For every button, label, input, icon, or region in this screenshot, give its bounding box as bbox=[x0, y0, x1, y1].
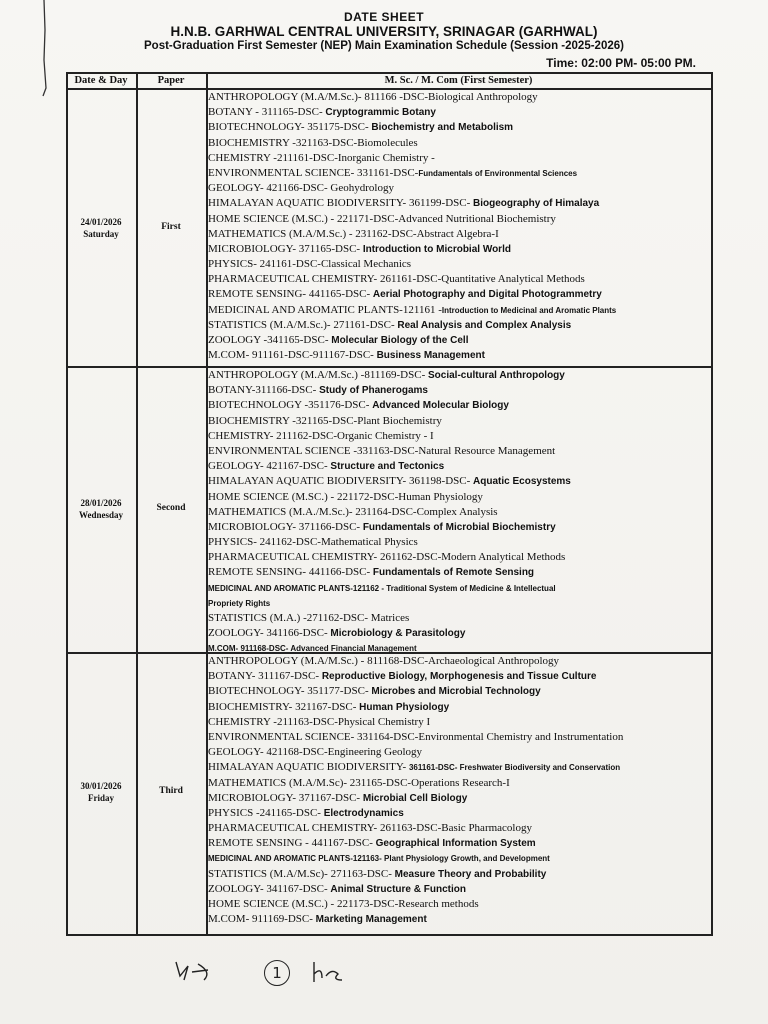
subject-code-text: ENVIRONMENTAL SCIENCE -331163-DSC-Natural Resource Management bbox=[208, 444, 556, 457]
subject-code-text: MICROBIOLOGY- 371167-DSC- bbox=[208, 791, 363, 804]
row-1-date-day bbox=[66, 216, 136, 240]
subject-line bbox=[208, 776, 710, 791]
column-header-paper: Paper bbox=[157, 75, 185, 86]
subject-line bbox=[208, 181, 710, 196]
subject-code-text: PHARMACEUTICAL CHEMISTRY- 261161-DSC-Quantitative Analytical Methods bbox=[208, 273, 585, 286]
subject-title-text: Advanced Molecular Biology bbox=[372, 400, 509, 412]
subject-code-text: ZOOLOGY -341165-DSC- bbox=[208, 334, 332, 346]
subject-line bbox=[208, 474, 710, 489]
subject-line bbox=[208, 212, 710, 227]
subject-code-text: HIMALAYAN AQUATIC BIODIVERSITY- 361198-DSC- bbox=[208, 475, 474, 488]
subject-line bbox=[208, 196, 710, 211]
subject-code-text: CHEMISTRY -211161-DSC-Inorganic Chemistry - bbox=[208, 151, 435, 164]
subject-line bbox=[208, 318, 710, 333]
subject-line bbox=[208, 535, 710, 550]
subject-line bbox=[208, 791, 710, 806]
subject-line bbox=[208, 136, 710, 151]
subject-line bbox=[208, 520, 710, 535]
subject-title-text: Biochemistry and Metabolism bbox=[371, 122, 514, 134]
document-title: DATE SHEET bbox=[343, 10, 425, 24]
subject-title-text: Electrodynamics bbox=[323, 807, 404, 819]
subject-line bbox=[208, 596, 710, 611]
subject-code-text: CHEMISTRY -211163-DSC-Physical Chemistry I bbox=[208, 715, 431, 728]
subject-title-text: Measure Theory and Probability bbox=[394, 868, 547, 880]
subject-code-text: PHYSICS- 241162-DSC-Mathematical Physics bbox=[208, 536, 418, 549]
subject-code-text: BOTANY-311166-DSC- bbox=[208, 384, 320, 397]
subject-title-text: Propriety Rights bbox=[208, 598, 271, 608]
subject-code-text: GEOLOGY- 421168-DSC-Engineering Geology bbox=[208, 746, 423, 759]
subject-code-text: MATHEMATICS (M.A/M.Sc)- 231165-DSC-Operations Research-I bbox=[208, 776, 510, 789]
subject-title-text: Fundamentals of Remote Sensing bbox=[372, 567, 535, 579]
subject-line bbox=[208, 851, 710, 866]
subject-line bbox=[208, 760, 710, 775]
subject-code-text: PHYSICS -241165-DSC- bbox=[208, 806, 324, 819]
subject-title-text: MEDICINAL AND AROMATIC PLANTS-121162 - Traditional System of Medicine & Intellectual bbox=[208, 583, 556, 593]
subject-line bbox=[208, 257, 710, 272]
row-2-subjects bbox=[208, 368, 710, 657]
subject-code-text: HIMALAYAN AQUATIC BIODIVERSITY- 361199-DSC- bbox=[208, 197, 474, 210]
subject-line bbox=[208, 272, 710, 287]
subject-line bbox=[208, 151, 710, 166]
subject-line bbox=[208, 581, 710, 596]
subject-code-text: MICROBIOLOGY- 371166-DSC- bbox=[208, 520, 363, 533]
subject-line bbox=[208, 611, 710, 626]
university-name: H.N.B. GARHWAL CENTRAL UNIVERSITY, SRINAGAR (GARHWAL) bbox=[170, 24, 598, 39]
subject-code-text: REMOTE SENSING- 441166-DSC- bbox=[208, 566, 373, 579]
subject-code-text: BIOTECHNOLOGY- 351177-DSC- bbox=[208, 685, 372, 698]
subject-code-text: MEDICINAL AND AROMATIC PLANTS-121161 - bbox=[208, 303, 442, 316]
subject-line bbox=[208, 242, 710, 257]
subject-title-text: Aerial Photography and Digital Photogrammetry bbox=[372, 289, 602, 301]
subject-line bbox=[208, 821, 710, 836]
row-3-day: Friday bbox=[88, 793, 114, 803]
subject-code-text: GEOLOGY- 421166-DSC- Geohydrology bbox=[208, 182, 394, 195]
subject-line bbox=[208, 505, 710, 520]
subject-code-text: STATISTICS (M.A.) -271162-DSC- Matrices bbox=[208, 612, 410, 624]
subject-title-text: Introduction to Microbial World bbox=[362, 243, 511, 255]
subject-line bbox=[208, 398, 710, 413]
subject-title-text: 361161-DSC- Freshwater Biodiversity and Conservation bbox=[408, 763, 621, 773]
subject-line bbox=[208, 565, 710, 580]
subject-line bbox=[208, 287, 710, 302]
subject-line bbox=[208, 654, 710, 669]
subject-title-text: Introduction to Medicinal and Aromatic Plants bbox=[441, 305, 617, 315]
subject-code-text: CHEMISTRY- 211162-DSC-Organic Chemistry - I bbox=[208, 429, 434, 442]
exam-subtitle: Post-Graduation First Semester (NEP) Main Examination Schedule (Session -2025-2026) bbox=[144, 40, 624, 52]
subject-code-text: PHYSICS- 241161-DSC-Classical Mechanics bbox=[208, 258, 412, 271]
subject-title-text: Fundamentals of Microbial Biochemistry bbox=[362, 521, 556, 533]
subject-line bbox=[208, 669, 710, 684]
subject-code-text: STATISTICS (M.A/M.Sc)- 271163-DSC- bbox=[208, 867, 395, 880]
subject-code-text: BIOCHEMISTRY- 321167-DSC- bbox=[208, 700, 360, 713]
subject-code-text: HIMALAYAN AQUATIC BIODIVERSITY- bbox=[208, 761, 409, 774]
subject-title-text: Social-cultural Anthropology bbox=[428, 370, 565, 381]
subject-code-text: BIOTECHNOLOGY -351176-DSC- bbox=[208, 399, 373, 412]
row-2-date: 28/01/2026 bbox=[80, 498, 122, 508]
subject-code-text: HOME SCIENCE (M.SC.) - 221173-DSC-Research methods bbox=[208, 898, 479, 910]
subject-line bbox=[208, 700, 710, 715]
subject-line bbox=[208, 490, 710, 505]
subject-title-text: Study of Phanerogams bbox=[319, 385, 428, 397]
subject-line bbox=[208, 715, 710, 730]
subject-code-text: HOME SCIENCE (M.SC.) - 221171-DSC-Advanced Nutritional Biochemistry bbox=[208, 212, 556, 225]
row-3-date-day bbox=[66, 780, 136, 804]
row-3-subjects bbox=[208, 654, 710, 927]
subject-code-text: ZOOLOGY- 341166-DSC- bbox=[208, 627, 331, 640]
subject-line bbox=[208, 166, 710, 181]
subject-title-text: Real Analysis and Complex Analysis bbox=[397, 319, 572, 331]
subject-code-text: ZOOLOGY- 341167-DSC- bbox=[208, 882, 331, 895]
subject-line bbox=[208, 684, 710, 699]
subject-title-text: Cryptogrammic Botany bbox=[325, 107, 436, 119]
handwritten-signature bbox=[168, 952, 218, 986]
subject-line bbox=[208, 227, 710, 242]
handwritten-initials bbox=[308, 958, 348, 988]
subject-code-text: ANTHROPOLOGY (M.A/M.Sc.)- 811166 -DSC-Biological Anthropology bbox=[208, 91, 538, 103]
subject-title-text: Reproductive Biology, Morphogenesis and Tissue Culture bbox=[321, 671, 597, 683]
subject-code-text: PHARMACEUTICAL CHEMISTRY- 261162-DSC-Modern Analytical Methods bbox=[208, 551, 566, 564]
table-right-border bbox=[711, 72, 713, 936]
subject-line bbox=[208, 303, 710, 318]
subject-code-text: BIOCHEMISTRY -321165-DSC-Plant Biochemistry bbox=[208, 414, 442, 427]
row-3-paper: Third bbox=[159, 786, 183, 796]
subject-line bbox=[208, 806, 710, 821]
subject-code-text: HOME SCIENCE (M.SC.) - 221172-DSC-Human Physiology bbox=[208, 490, 483, 503]
table-bottom-border bbox=[66, 934, 712, 936]
table-top-border bbox=[66, 72, 712, 74]
subject-line bbox=[208, 550, 710, 565]
subject-line bbox=[208, 348, 710, 363]
subject-code-text: MATHEMATICS (M.A./M.Sc.)- 231164-DSC-Complex Analysis bbox=[208, 505, 498, 518]
row-3-date: 30/01/2026 bbox=[80, 781, 122, 791]
subject-code-text: ANTHROPOLOGY (M.A/M.Sc.) - 811168-DSC-Archaeological Anthropology bbox=[208, 655, 560, 667]
row-2-paper: Second bbox=[156, 503, 186, 513]
subject-title-text: Biogeography of Himalaya bbox=[473, 198, 600, 210]
subject-title-text: Business Management bbox=[376, 350, 485, 362]
subject-title-text: Microbes and Microbial Technology bbox=[371, 686, 541, 698]
subject-line bbox=[208, 730, 710, 745]
subject-title-text: M.COM- 911168-DSC- Advanced Financial Management bbox=[208, 644, 417, 654]
subject-code-text: M.COM- 911161-DSC-911167-DSC- bbox=[208, 349, 377, 362]
subject-code-text: REMOTE SENSING- 441165-DSC- bbox=[208, 288, 373, 301]
subject-title-text: Animal Structure & Function bbox=[330, 883, 466, 895]
subject-title-text: Fundamentals of Environmental Sciences bbox=[418, 168, 578, 178]
subject-code-text: BIOTECHNOLOGY- 351175-DSC- bbox=[208, 121, 372, 134]
subject-line bbox=[208, 120, 710, 135]
row-1-date: 24/01/2026 bbox=[80, 217, 122, 227]
subject-code-text: MATHEMATICS (M.A/M.Sc.) - 231162-DSC-Abstract Algebra-I bbox=[208, 227, 499, 240]
subject-line bbox=[208, 105, 710, 120]
page-number-circle: 1 bbox=[264, 960, 290, 986]
row-1-day: Saturday bbox=[83, 229, 119, 239]
subject-title-text: Geographical Information System bbox=[375, 838, 536, 850]
subject-code-text: STATISTICS (M.A/M.Sc.)- 271161-DSC- bbox=[208, 318, 398, 331]
subject-title-text: Molecular Biology of the Cell bbox=[331, 335, 469, 346]
subject-code-text: BIOCHEMISTRY -321163-DSC-Biomolecules bbox=[208, 136, 418, 149]
subject-code-text: M.COM- 911169-DSC- bbox=[208, 913, 316, 926]
subject-line bbox=[208, 383, 710, 398]
subject-code-text: BOTANY- 311167-DSC- bbox=[208, 670, 322, 683]
subject-title-text: Aquatic Ecosystems bbox=[473, 476, 571, 488]
subject-code-text: PHARMACEUTICAL CHEMISTRY- 261163-DSC-Basic Pharmacology bbox=[208, 822, 532, 835]
exam-time: Time: 02:00 PM- 05:00 PM. bbox=[546, 56, 696, 70]
subject-line bbox=[208, 867, 710, 882]
row-2-date-day bbox=[66, 497, 136, 521]
subject-line bbox=[208, 333, 710, 348]
subject-code-text: ANTHROPOLOGY (M.A/M.Sc.) -811169-DSC- bbox=[208, 369, 428, 381]
subject-title-text: Human Physiology bbox=[359, 701, 450, 713]
subject-code-text: GEOLOGY- 421167-DSC- bbox=[208, 460, 331, 473]
subject-title-text: Microbiology & Parasitology bbox=[330, 628, 466, 640]
subject-code-text: REMOTE SENSING - 441167-DSC- bbox=[208, 837, 376, 850]
subject-code-text: ENVIRONMENTAL SCIENCE- 331164-DSC-Environmental Chemistry and Instrumentation bbox=[208, 730, 624, 743]
subject-line bbox=[208, 459, 710, 474]
subject-line bbox=[208, 90, 710, 105]
column-header-subjects: M. Sc. / M. Com (First Semester) bbox=[384, 75, 533, 86]
subject-line bbox=[208, 745, 710, 760]
subject-line bbox=[208, 368, 710, 383]
subject-title-text: Structure and Tectonics bbox=[330, 461, 445, 473]
subject-title-text: Marketing Management bbox=[315, 914, 427, 926]
subject-code-text: ENVIRONMENTAL SCIENCE- 331161-DSC- bbox=[208, 166, 419, 179]
subject-code-text: MICROBIOLOGY- 371165-DSC- bbox=[208, 242, 363, 255]
subject-title-text: MEDICINAL AND AROMATIC PLANTS-121163- Plant Physiology Growth, and Development bbox=[208, 854, 550, 864]
row-2-day: Wednesday bbox=[78, 510, 123, 520]
row-1-subjects bbox=[208, 90, 710, 363]
subject-line bbox=[208, 836, 710, 851]
subject-line bbox=[208, 912, 710, 927]
subject-code-text: BOTANY - 311165-DSC- bbox=[208, 106, 326, 119]
row-1-paper: First bbox=[161, 222, 181, 232]
subject-line bbox=[208, 626, 710, 641]
subject-line bbox=[208, 414, 710, 429]
subject-line bbox=[208, 429, 710, 444]
subject-line bbox=[208, 444, 710, 459]
subject-line bbox=[208, 897, 710, 912]
column-header-date: Date & Day bbox=[74, 75, 128, 86]
subject-title-text: Microbial Cell Biology bbox=[362, 792, 468, 804]
subject-line bbox=[208, 882, 710, 897]
